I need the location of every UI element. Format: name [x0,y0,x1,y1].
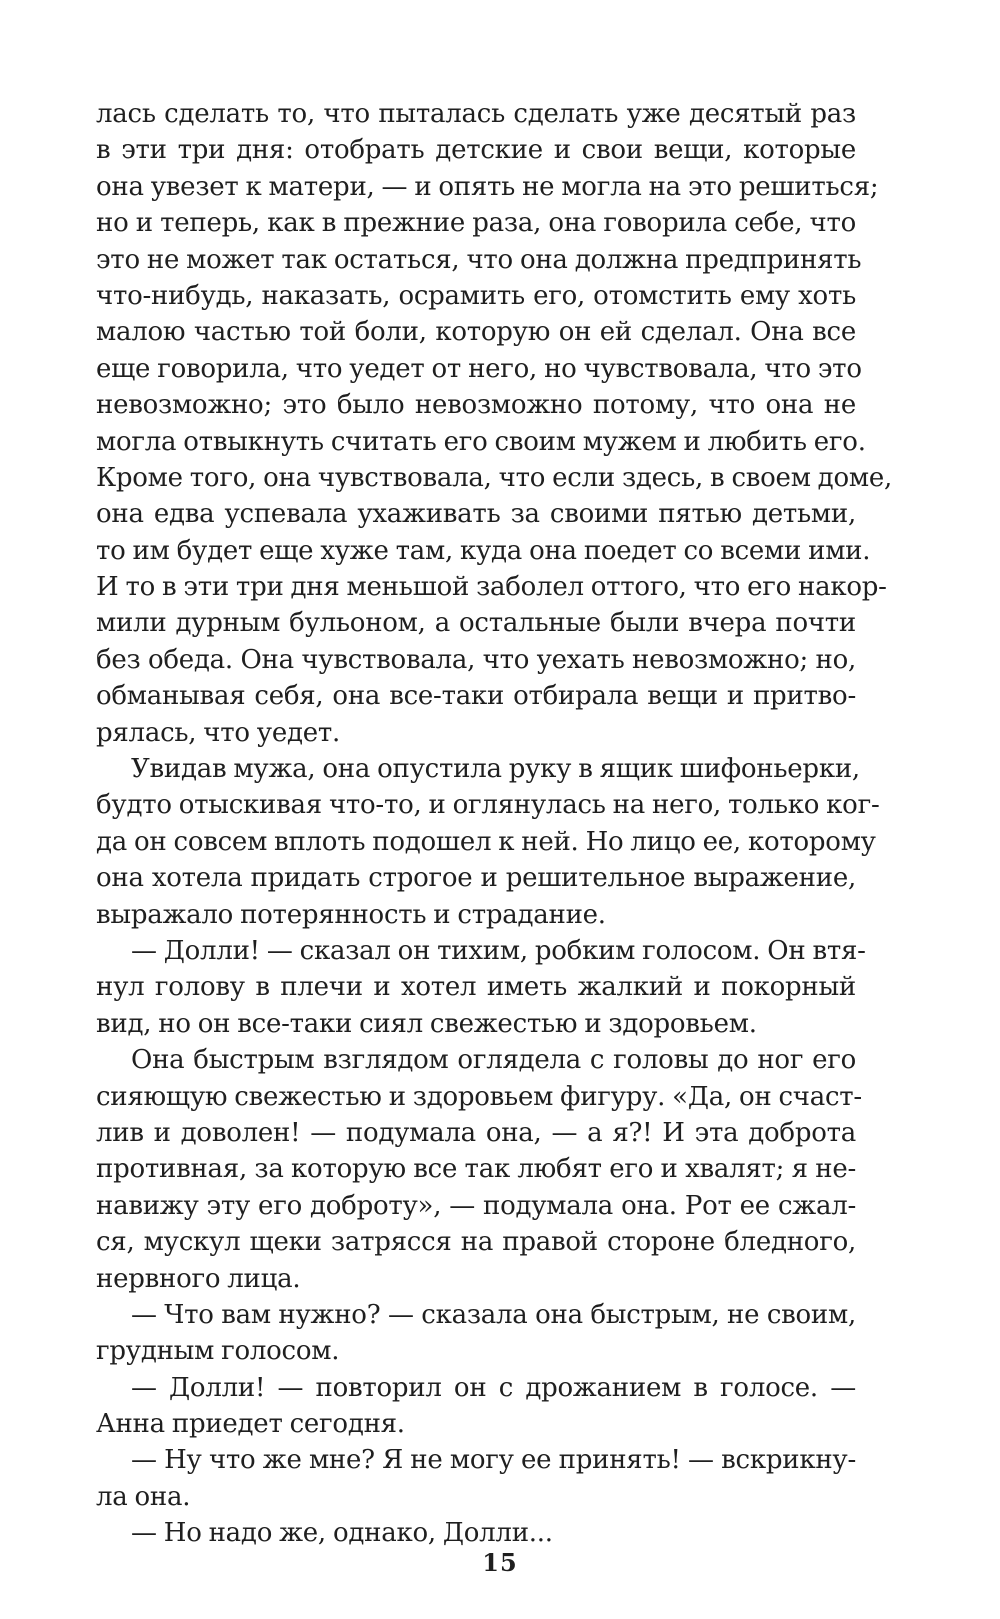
text-line: невозможно; это было невозможно потому, что она не [96,390,856,421]
text-line: будто отыскивая что-то, и оглянулась на него, только ког- [96,790,880,821]
text-line: мили дурным бульоном, а остальные были вчера почти [96,608,856,639]
text-line: Анна приедет сегодня. [96,1409,405,1440]
text-line: в эти три дня: отобрать детские и свои вещи, которые [96,135,856,166]
text-line: Она быстрым взглядом оглядела с головы до ног его [131,1045,856,1076]
text-line: навижу эту его доброту», — подумала она. Рот ее сжал- [96,1190,856,1221]
text-line: — Но надо же, однако, Долли... [131,1518,553,1549]
text-line: что-нибудь, наказать, осрамить его, отомстить ему хоть [96,280,856,311]
text-line: вид, но он все-таки сиял свежестью и здоровьем. [96,1008,757,1039]
text-line: лив и доволен! — подумала она, — а я?! И эта доброта [96,1117,856,1148]
text-line: это не может так остаться, что она должна предпринять [96,244,862,275]
text-line: Увидав мужа, она опустила руку в ящик шифоньерки, [131,754,860,785]
text-line: но и теперь, как в прежние раза, она говорила себе, что [96,208,856,239]
text-body [96,96,892,1552]
text-line: да он совсем вплоть подошел к ней. Но лицо ее, которому [96,826,876,857]
text-line: она хотела придать строгое и решительное выражение, [96,863,856,894]
text-line: — Долли! — повторил он с дрожанием в голосе. — [131,1372,856,1403]
text-line: — Что вам нужно? — сказала она быстрым, не своим, [131,1299,856,1330]
text-line: она увезет к матери, — и опять не могла на это решиться; [96,171,879,202]
text-line: грудным голосом. [96,1336,340,1367]
text-line: то им будет еще хуже там, куда она поедет со всеми ими. [96,535,871,566]
text-line: лась сделать то, что пыталась сделать уже десятый раз [96,99,856,129]
page-number: 15 [482,1548,518,1577]
text-line: И то в эти три дня меньшой заболел оттого, что его накор- [96,572,887,603]
text-line: нервного лица. [96,1263,301,1294]
text-line: малою частью той боли, которую он ей сделал. Она все [96,317,856,348]
text-line: рялась, что уедет. [96,717,341,748]
text-line: ся, мускул щеки затрясся на правой стороне бледного, [96,1227,856,1258]
text-line: противная, за которую все так любят его и хвалят; я не- [96,1154,856,1185]
text-line: обманывая себя, она все-таки отбирала вещи и притво- [96,681,856,712]
text-line: еще говорила, что уедет от него, но чувствовала, что это [96,353,862,384]
text-line: сияющую свежестью и здоровьем фигуру. «Да, он счаст- [96,1081,862,1112]
text-line: без обеда. Она чувствовала, что уехать невозможно; но, [96,644,856,675]
text-line: — Долли! — сказал он тихим, робким голосом. Он втя- [131,935,866,966]
text-line: могла отвыкнуть считать его своим мужем и любить его. [96,426,866,457]
text-line: ла она. [96,1481,191,1512]
text-line: она едва успевала ухаживать за своими пятью детьми, [96,499,856,530]
text-line: выражало потерянность и страдание. [96,899,606,930]
text-line: нул голову в плечи и хотел иметь жалкий и покорный [96,972,856,1003]
text-line: — Ну что же мне? Я не могу ее принять! — вскрикну- [131,1445,856,1476]
text-line: Кроме того, она чувствовала, что если здесь, в своем доме, [96,462,892,493]
